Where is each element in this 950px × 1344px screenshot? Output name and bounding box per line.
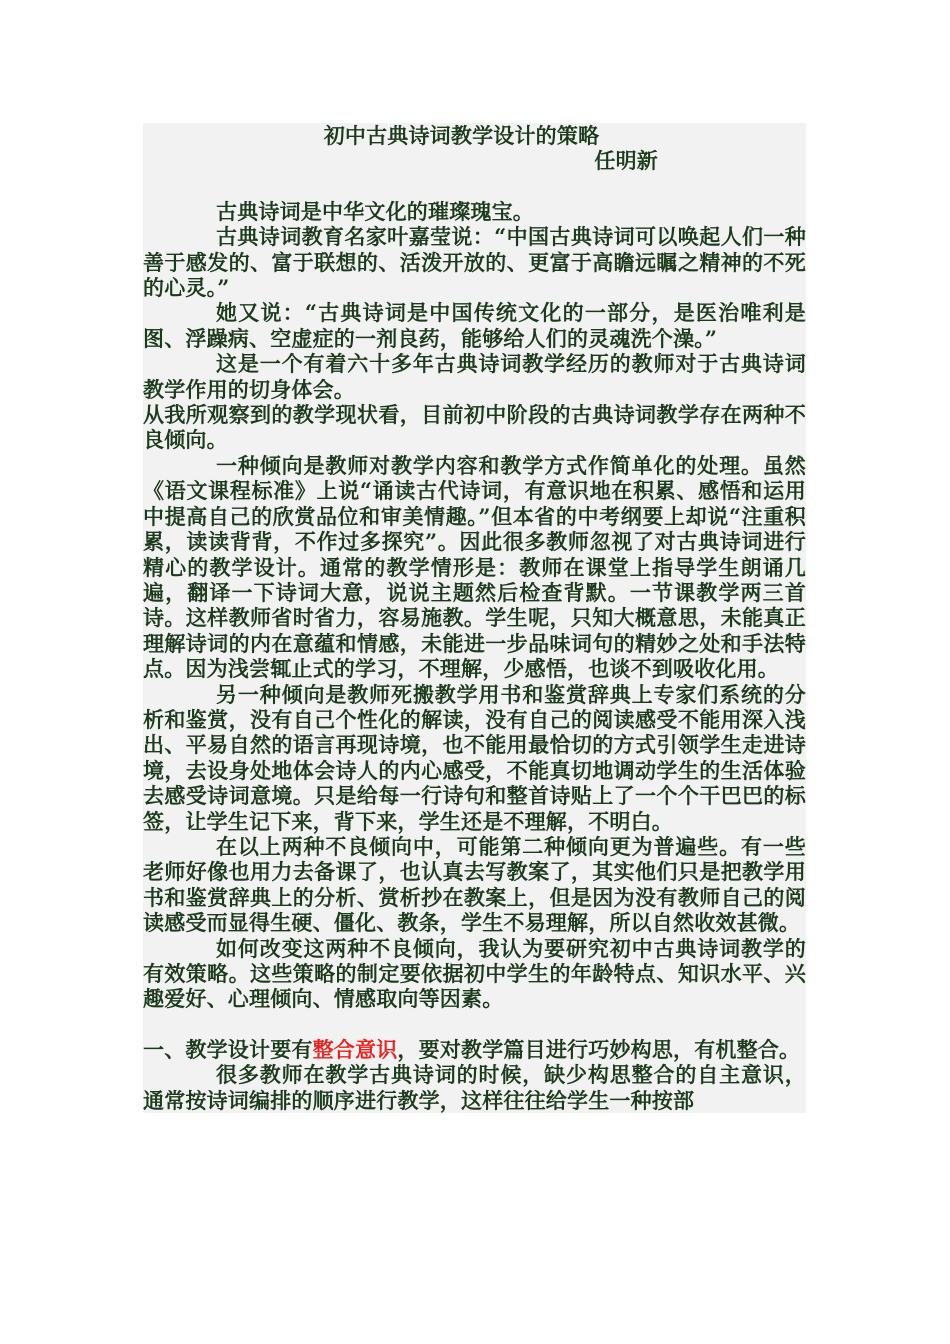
section-1-paragraph: 很多教师在教学古典诗词的时候，缺少构思整合的自主意识，通常按诗词编排的顺序进行教学，这样往往给学生一种按部 [143,1062,806,1113]
paragraph-3: 她又说：“古典诗词是中国传统文化的一部分，是医治唯利是图、浮躁病、空虚症的一剂良药，能够给人们的灵魂洗个澡。” [143,300,806,351]
paragraph-7: 另一种倾向是教师死搬教学用书和鉴赏辞典上专家们系统的分析和鉴赏，没有自己个性化的解读，没有自己的阅读感受不能用深入浅出、平易自然的语言再现诗境，也不能用最恰切的方式引领学生走进诗境，去设身处地体会诗人的内心感受，不能真切地调动学生的生活体验去感受诗词意境。只是给每一行诗句和整首诗贴上了一个个干巴巴的标签，让学生记下来，背下来，学生还是不理解，不明白。 [143,681,806,834]
section-1-heading [143,1037,806,1062]
paragraph-6: 一种倾向是教师对教学内容和教学方式作简单化的处理。虽然《语文课程标准》上说“诵读古代诗词，有意识地在积累、感悟和运用中提高自己的欣赏品位和审美情趣。”但本省的中考纲要上却说“注重积累，读读背背，不作过多探究”。因此很多教师忽视了对古典诗词进行精心的教学设计。通常的教学情形是：教师在课堂上指导学生朗诵几遍，翻译一下诗词大意，说说主题然后检查背默。一节课教学两三首诗。这样教师省时省力，容易施教。学生呢，只知大概意思，未能真正理解诗词的内在意蕴和情感，未能进一步品味词句的精妙之处和手法特点。因为浅尝辄止式的学习，不理解，少感悟，也谈不到吸收化用。 [143,452,806,682]
paragraph-1: 古典诗词是中华文化的璀璨瑰宝。 [216,198,534,224]
document-title: 初中古典诗词教学设计的策略 [323,123,600,148]
paragraph-5: 从我所观察到的教学现状看，目前初中阶段的古典诗词教学存在两种不良倾向。 [143,402,806,453]
paragraph-9: 如何改变这两种不良倾向，我认为要研究初中古典诗词教学的有效策略。这些策略的制定要依据初中学生的年龄特点、知识水平、兴趣爱好、心理倾向、情感取向等因素。 [143,935,806,1012]
paragraph-8: 在以上两种不良倾向中，可能第二种倾向更为普遍些。有一些老师好像也用力去备课了，也认真去写教案了，其实他们只是把教学用书和鉴赏辞典上的分析、赏析抄在教案上，但是因为没有教师自己的阅读感受而显得生硬、僵化、教条，学生不易理解，所以自然收效甚微。 [143,833,806,936]
document-body [143,123,806,1113]
paragraph-2: 古典诗词教育名家叶嘉莹说：“中国古典诗词可以唤起人们一种善于感发的、富于联想的、活泼开放的、更富于高瞻远瞩之精神的不死的心灵。” [143,224,806,301]
section-1-suffix: ，要对教学篇目进行巧妙构思，有机整合。 [397,1036,801,1062]
blank-line [143,1012,806,1037]
document-author: 任明新 [594,148,658,174]
blank-line [143,174,806,199]
paragraph-4: 这是一个有着六十多年古典诗词教学经历的教师对于古典诗词教学作用的切身体会。 [143,351,806,402]
section-1-highlight: 整合意识 [312,1036,398,1062]
section-1-prefix: 一、教学设计要有 [143,1036,313,1062]
